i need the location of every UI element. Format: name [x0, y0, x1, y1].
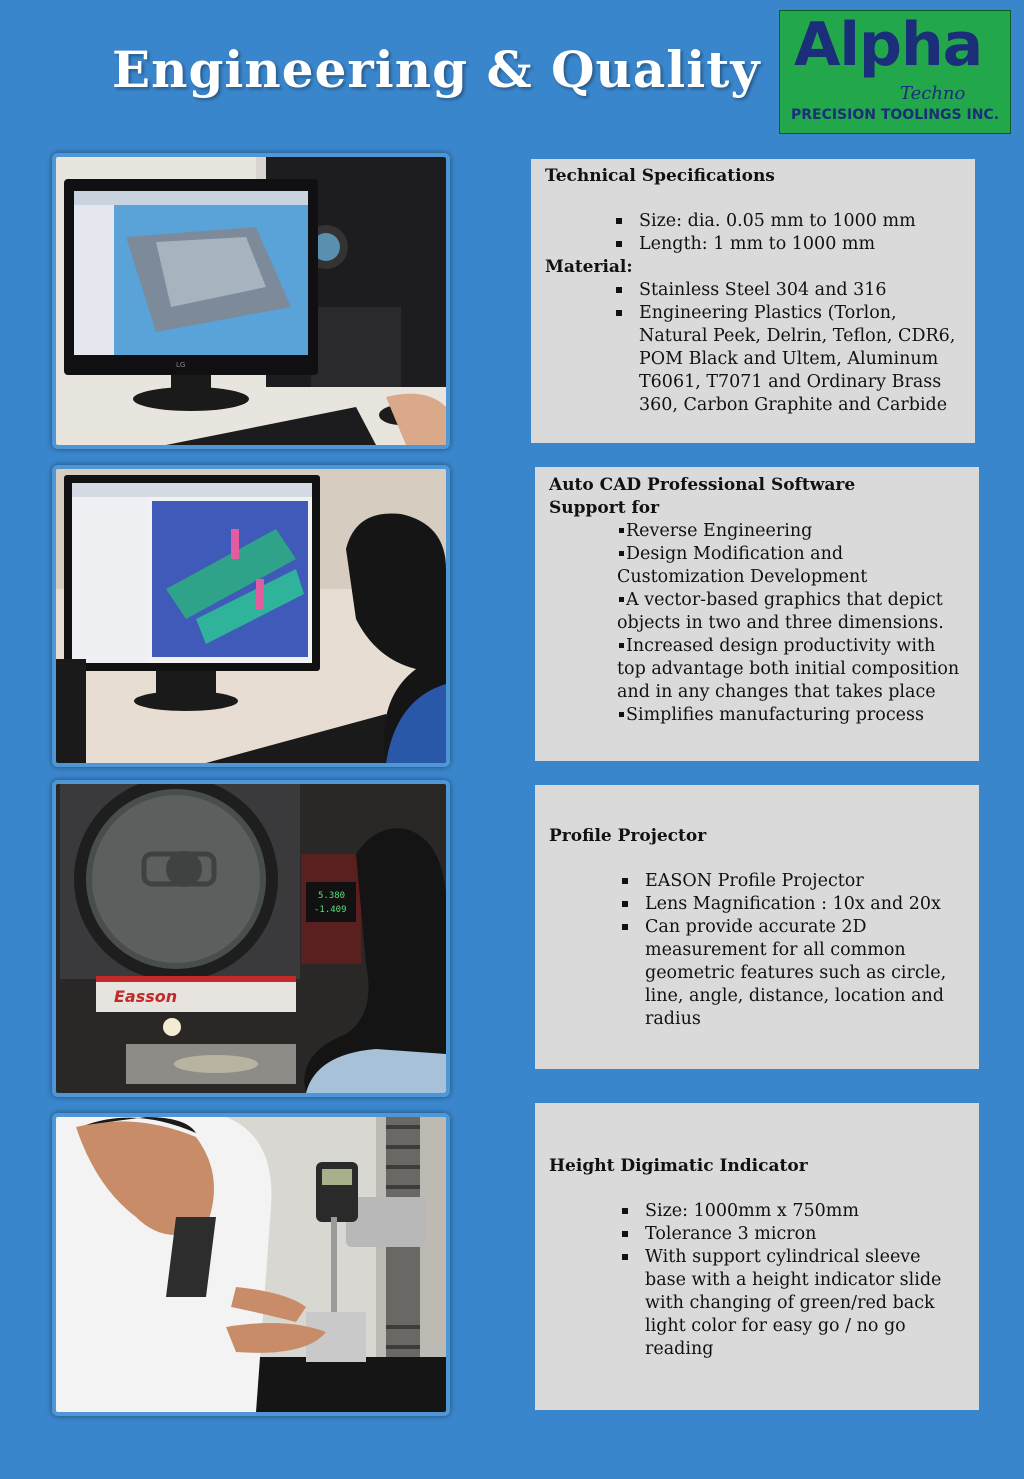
section-heading: Profile Projector [549, 826, 707, 846]
spec-list [531, 210, 961, 256]
list-item: Reverse Engineering [535, 520, 965, 543]
list-item: With support cylindrical sleeve base with a height indicator slide with changing of green/red back light color for easy go / no go reading [537, 1246, 965, 1361]
photo-autocad-operator [52, 465, 450, 767]
list-item: Engineering Plastics (Torlon, Natural Peek, Delrin, Teflon, CDR6, POM Black and Ultem, Aluminum T6061, T7071 and Ordinary Brass 360, Carbon Graphite and Carbide [531, 302, 961, 417]
photo-profile-projector [52, 780, 450, 1097]
height-list [537, 1200, 965, 1361]
list-item: Stainless Steel 304 and 316 [531, 279, 961, 302]
section-heading: Height Digimatic Indicator [549, 1156, 808, 1176]
section-subheading: Material: [545, 257, 633, 277]
section-heading: Auto CAD Professional Software Support for [549, 475, 856, 518]
panel-profile-projector [535, 785, 979, 1069]
monitor-brand: LG [176, 361, 186, 369]
list-item: Simplifies manufacturing process [535, 704, 965, 727]
material-list [531, 279, 961, 417]
list-item: Size: 1000mm x 750mm [537, 1200, 965, 1223]
autocad-list [535, 520, 965, 727]
list-item: Length: 1 mm to 1000 mm [531, 233, 961, 256]
list-item: A vector-based graphics that depict objects in two and three dimensions. [535, 589, 965, 635]
panel-technical-specifications [531, 159, 975, 443]
section-heading: Technical Specifications [545, 166, 775, 186]
list-item: Can provide accurate 2D measurement for all common geometric features such as circle, line, angle, distance, location and radius [537, 916, 965, 1031]
photo-height-gauge [52, 1113, 450, 1416]
list-item: Size: dia. 0.05 mm to 1000 mm [531, 210, 961, 233]
list-item: Increased design productivity with top advantage both initial composition and in any changes that takes place [535, 635, 965, 704]
company-logo [779, 10, 1011, 134]
list-item: EASON Profile Projector [537, 870, 965, 893]
logo-sub: Techno [900, 83, 966, 104]
projector-list [537, 870, 965, 1031]
projector-brand: Easson [114, 987, 178, 1006]
photo-cad-workstation [52, 153, 450, 449]
list-item: Design Modification and Customization Development [535, 543, 965, 589]
list-item: Tolerance 3 micron [537, 1223, 965, 1246]
panel-height-indicator [535, 1103, 979, 1410]
projector-readout-1: 5.380 [318, 891, 346, 901]
logo-word: Alpha [794, 10, 983, 80]
projector-readout-2: -1.409 [314, 905, 347, 915]
list-item: Lens Magnification : 10x and 20x [537, 893, 965, 916]
logo-tagline: PRECISION TOOLINGS INC. [790, 107, 1000, 123]
panel-autocad [535, 467, 979, 761]
page-title: Engineering & Quality [112, 40, 761, 99]
